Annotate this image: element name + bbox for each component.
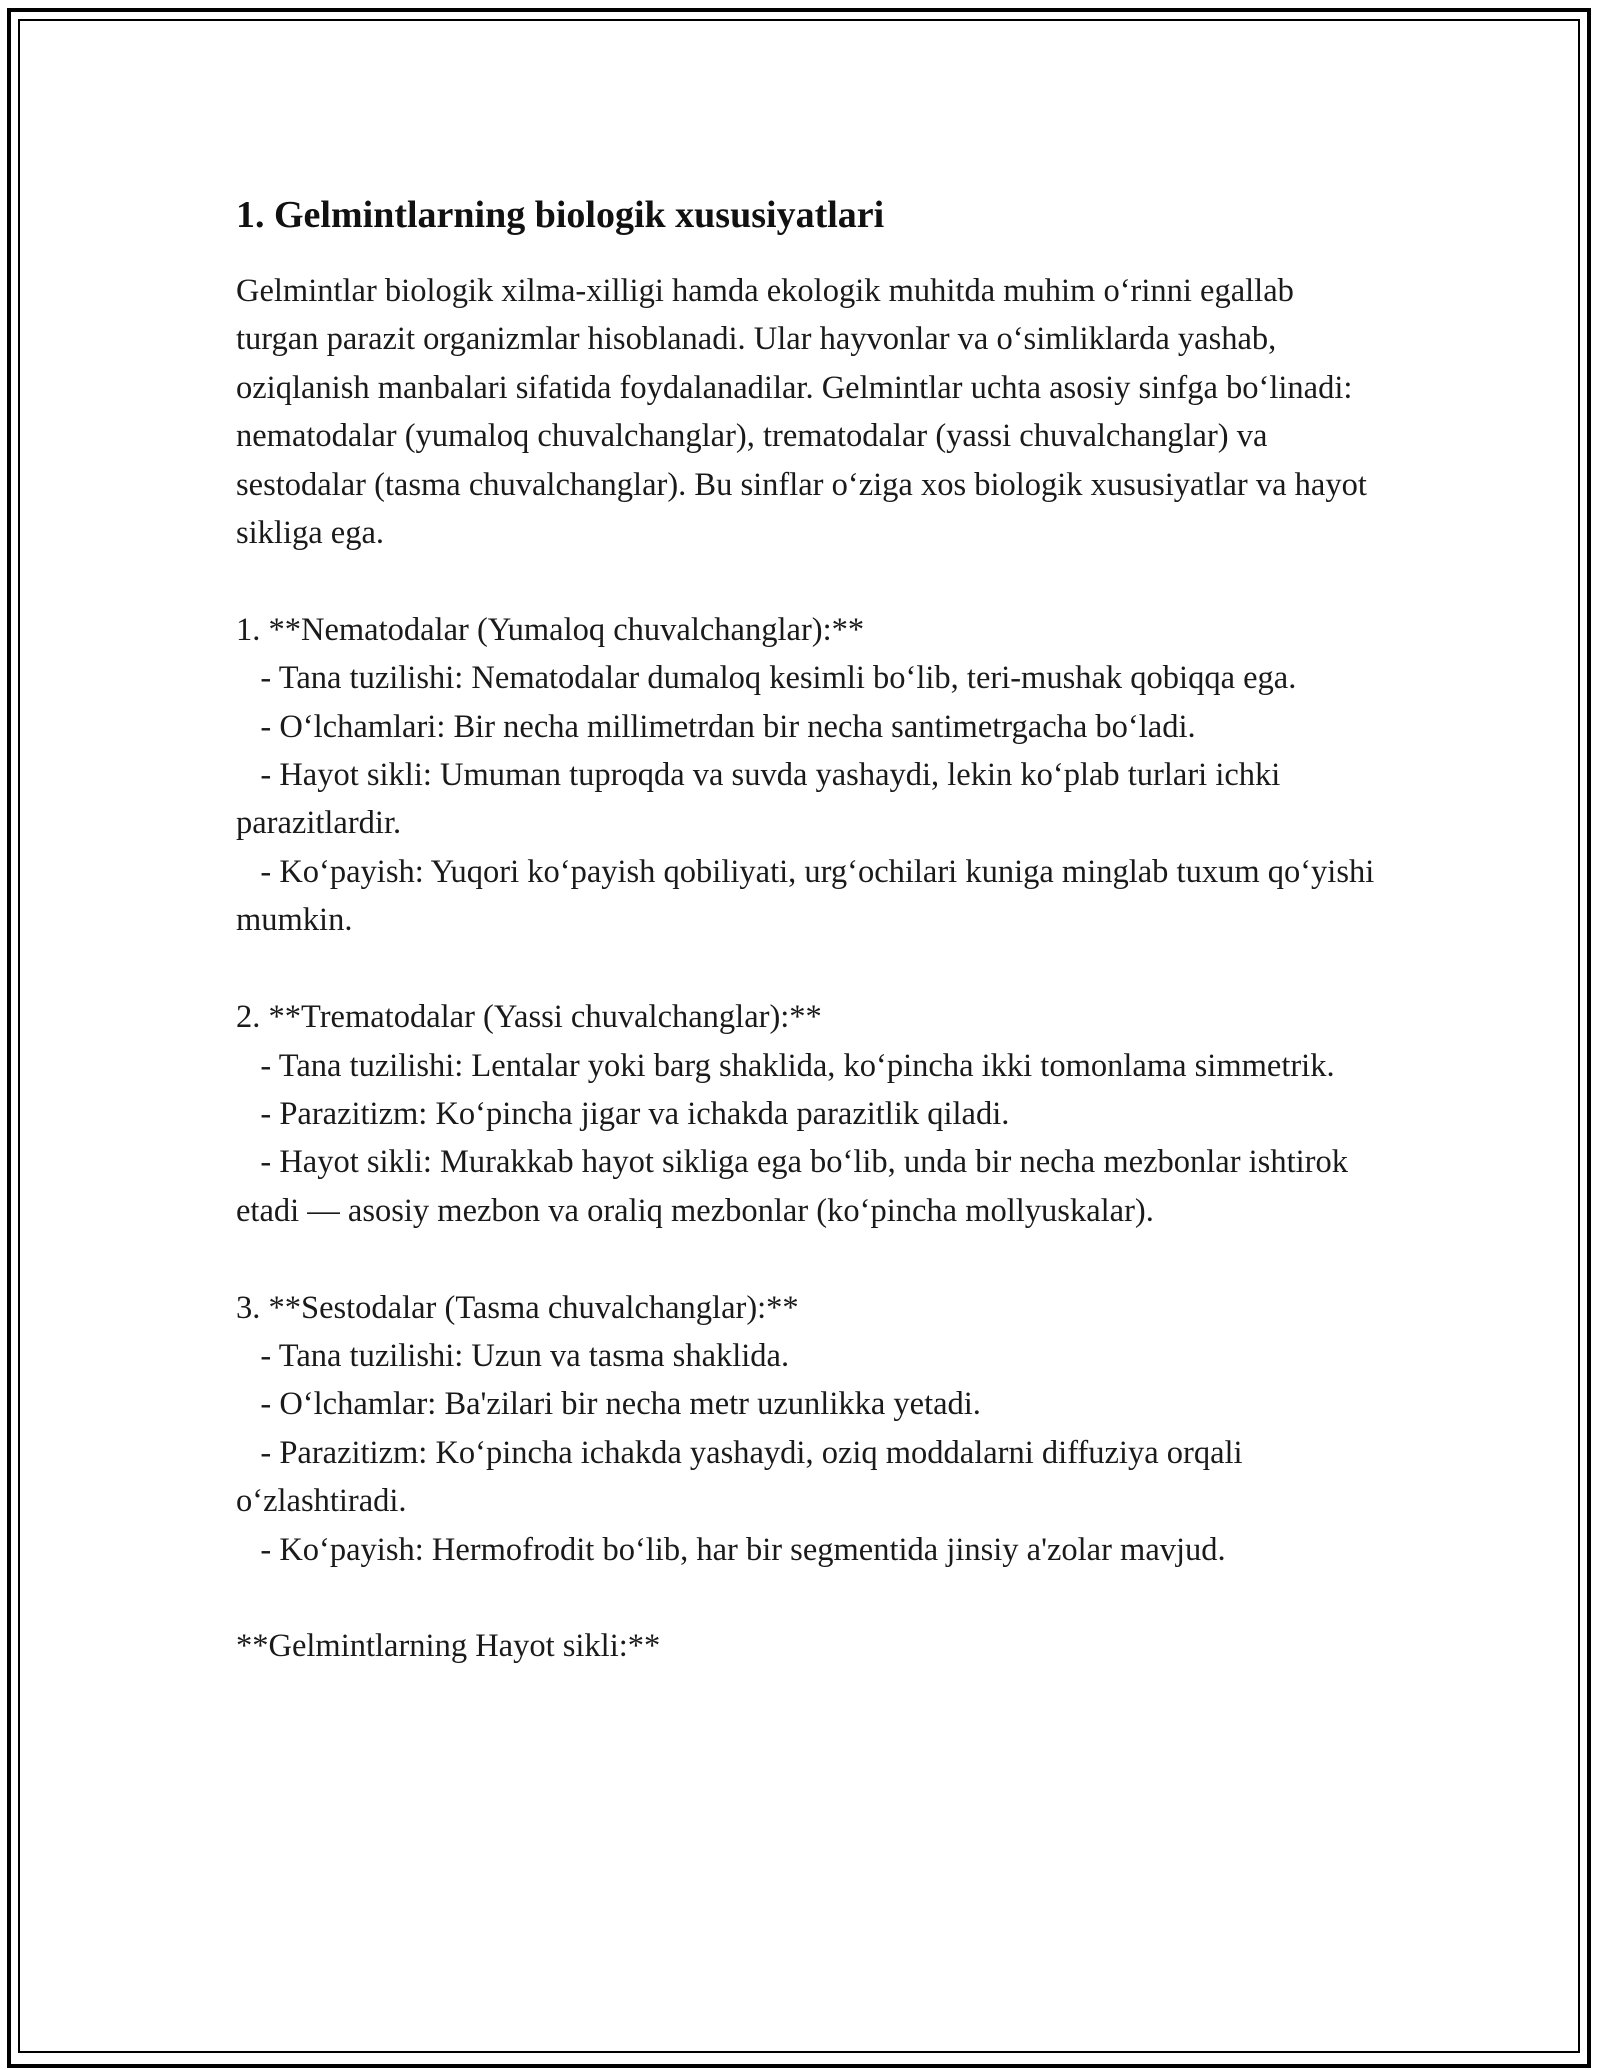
section-nematodalar: 1. **Nematodalar (Yumaloq chuvalchanglar):** - Tana tuzilishi: Nematodalar dumaloq kesimli bo‘lib, teri-mushak qobiqqa ega. - O‘lchamlari: Bir necha millimetrdan bir necha santimetrgacha bo‘ladi. - Hayot sikli: Umuman tuproqda va suvda yashaydi, lekin ko‘plab turlari ichki parazitlardir. - Ko‘payish: Yuqori ko‘payish qobiliyati, urg‘ochilari kuniga minglab tuxum qo‘yishi mumkin. [236,611,1375,939]
blank-line [236,1235,1376,1283]
intro-paragraph: Gelmintlar biologik xilma-xilligi hamda ekologik muhitda muhim o‘rinni egallab turgan parazit organizmlar hisoblanadi. Ular hayvonlar va o‘simliklarda yashab, oziqlanish manbalari sifatida foydalanadilar. Gelmintlar uchta asosiy sinfga bo‘linadi: nematodalar (yumaloq chuvalchanglar), trematodalar (yassi chuvalchanglar) va sestodalar (tasma chuvalchanglar). Bu sinflar o‘ziga xos biologik xususiyatlar va hayot sikliga ega. [236,273,1375,552]
document-title: 1. Gelmintlarning biologik xususiyatlari [236,194,885,236]
section-sestodalar: 3. **Sestodalar (Tasma chuvalchanglar):** - Tana tuzilishi: Uzun va tasma shaklida. - O‘lchamlar: Ba'zilari bir necha metr uzunlikka yetadi. - Parazitizm: Ko‘pincha ichakda yashaydi, oziq moddalarni diffuziya orqali o‘zlashtiradi. - Ko‘payish: Hermofrodit bo‘lib, har bir segmentida jinsiy a'zolar mavjud. [236,1289,1243,1568]
blank-line [236,945,1376,993]
blank-line [236,1574,1376,1622]
section-trematodalar: 2. **Trematodalar (Yassi chuvalchanglar):** - Tana tuzilishi: Lentalar yoki barg shaklida, ko‘pincha ikki tomonlama simmetrik. - Parazitizm: Ko‘pincha jigar va ichakda parazitlik qiladi. - Hayot sikli: Murakkab hayot sikliga ega bo‘lib, unda bir necha mezbonlar ishtirok etadi — asosiy mezbon va oraliq mezbonlar (ko‘pincha mollyuskalar). [236,999,1348,1229]
blank-line [236,557,1376,605]
lifecycle-heading: **Gelmintlarning Hayot sikli:** [236,1628,661,1665]
document-body [236,185,1376,1671]
